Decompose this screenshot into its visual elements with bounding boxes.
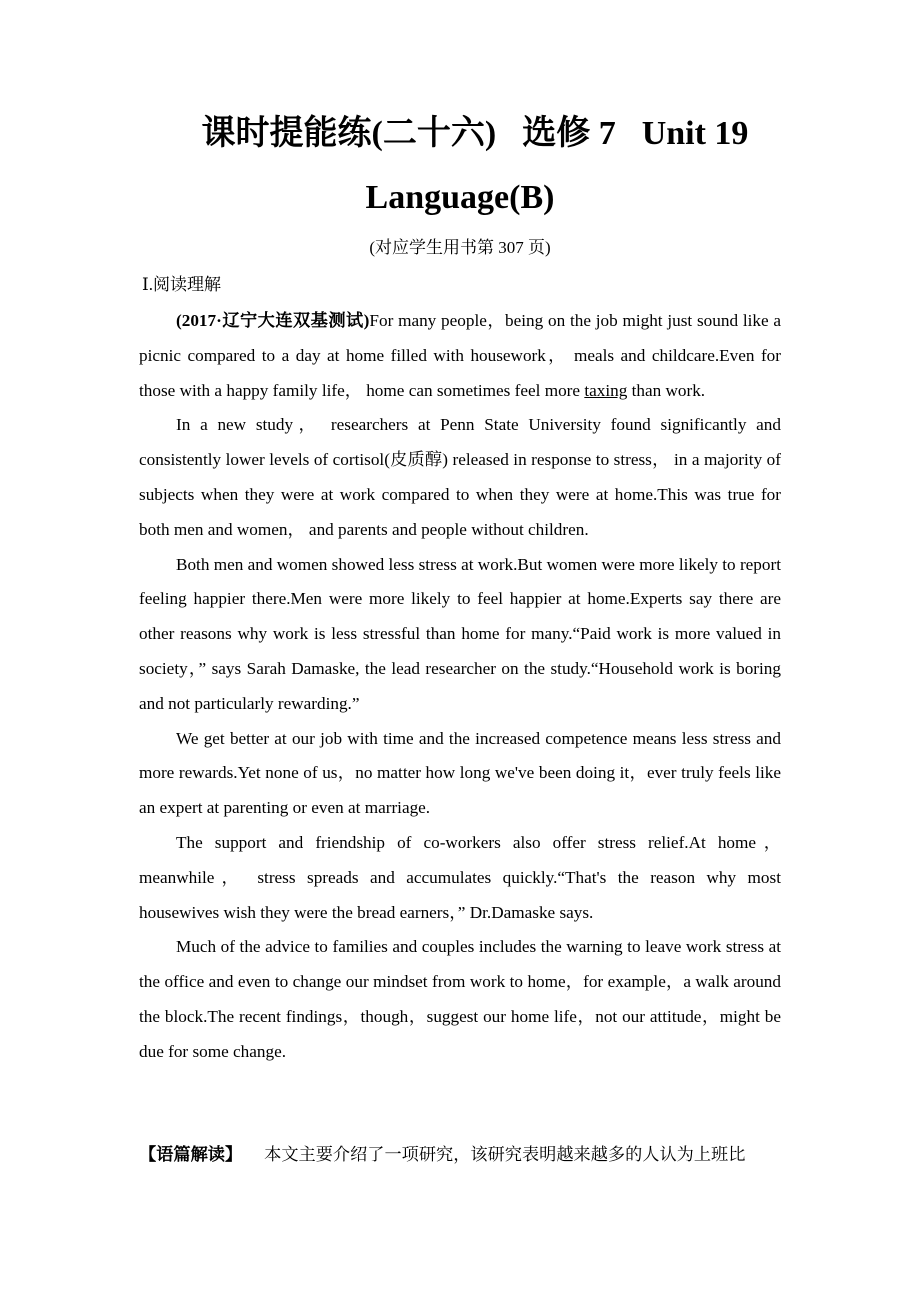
page-title-line2: Language(B) <box>365 179 555 216</box>
passage-paragraph-2: In a new study， researchers at Penn State University found significantly and consistently lower levels of cortisol(皮质醇) released in response to stress， in a majority of subjects when they were at work compared to when they were at home.This was true for both men and women， and parents and people without children. <box>139 415 781 539</box>
passage-paragraph-5: The support and friendship of co-workers also offer stress relief.At home， meanwhile， stress spreads and accumulates quickly.“That's the reason why most housewives wish they were the bread earners，” Dr.Damaske says. <box>139 832 781 922</box>
passage-paragraph-1: (2017·辽宁大连双基测试)For many people，being on the job might just sound like a picnic compared to a day at home filled with housework， meals and childcare.Even for those with a happy family life， home can sometimes feel more taxing than work. <box>139 311 781 400</box>
passage-paragraph-4: We get better at our job with time and the increased competence means less stress and more rewards.Yet none of us，no matter how long we've been doing it，ever truly feels like an expert at parenting or even at marriage. <box>139 728 781 818</box>
summary-text: 本文主要介绍了一项研究，该研究表明越来越多的人认为上班比 <box>264 1145 746 1164</box>
page-title <box>0 114 920 154</box>
section-heading: Ⅰ.阅读理解 <box>142 275 221 294</box>
page-reference: (对应学生用书第 307 页) <box>369 238 551 257</box>
passage-paragraph-6: Much of the advice to families and couples includes the warning to leave work stress at the office and even to change our mindset from work to home，for example，a walk around the block.The recent findings，though，suggest our home life，not our attitude，might be due for some change. <box>139 937 781 1061</box>
summary-tag: 【语篇解读】 <box>139 1145 243 1164</box>
passage-paragraph-3: Both men and women showed less stress at work.But women were more likely to report feeling happier there.Men were more likely to feel happier at home.Experts say there are other reasons why work is less stressful than home for many.“Paid work is more valued in society，” says Sarah Damaske, the lead researcher on the study.“Household work is boring and not particularly rewarding.” <box>139 554 781 713</box>
underlined-word: taxing <box>584 380 628 400</box>
reading-passage <box>139 304 781 1070</box>
title-part-module: 选修 7 <box>522 115 616 152</box>
passage-source: (2017·辽宁大连双基测试) <box>176 311 370 330</box>
title-part-unit: Unit 19 <box>641 115 749 152</box>
title-part-lesson: 课时提能练(二十六) <box>201 115 497 152</box>
discourse-summary <box>139 1141 781 1169</box>
